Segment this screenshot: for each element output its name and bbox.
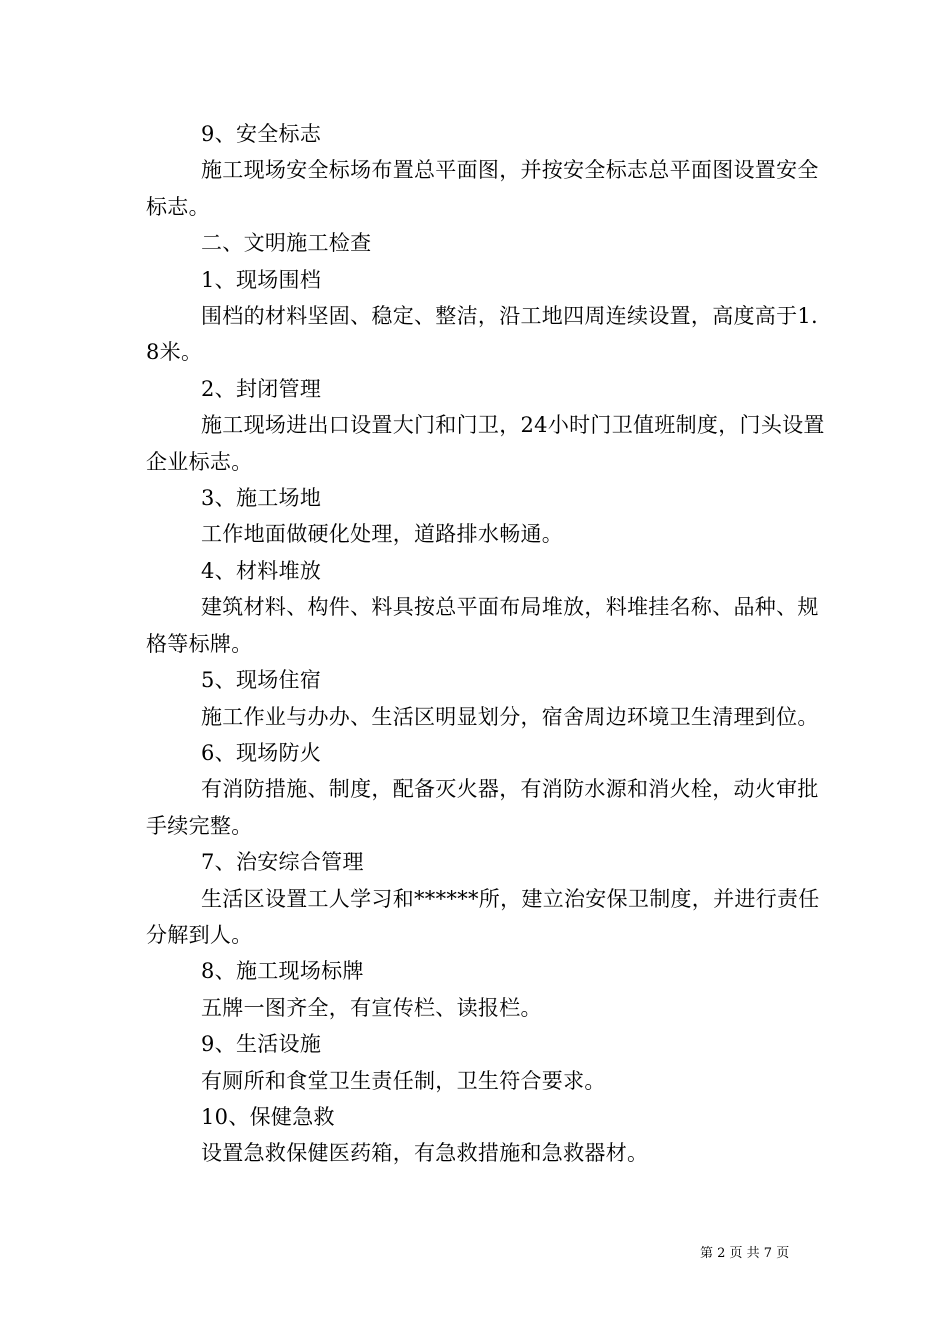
paragraph: 围档的材料坚固、稳定、整洁，沿工地四周连续设置，高度高于1.8米。 bbox=[146, 304, 819, 365]
paragraph: 1、现场围档 bbox=[201, 267, 322, 292]
paragraph: 五牌一图齐全，有宣传栏、读报栏。 bbox=[201, 995, 542, 1020]
paragraph: 施工现场进出口设置大门和门卫，24小时门卫值班制度，门头设置企业标志。 bbox=[146, 413, 825, 474]
paragraph: 10、保健急救 bbox=[201, 1104, 335, 1129]
paragraph: 3、施工场地 bbox=[201, 486, 322, 511]
paragraph: 设置急救保健医药箱，有急救措施和急救器材。 bbox=[201, 1141, 649, 1166]
paragraph: 建筑材料、构件、料具按总平面布局堆放，料堆挂名称、品种、规格等标牌。 bbox=[146, 595, 819, 656]
paragraph: 工作地面做硬化处理，道路排水畅通。 bbox=[201, 522, 564, 547]
paragraph: 9、生活设施 bbox=[201, 1032, 322, 1057]
paragraph: 2、封闭管理 bbox=[201, 376, 322, 401]
paragraph: 有厕所和食堂卫生责任制，卫生符合要求。 bbox=[201, 1068, 606, 1093]
paragraph: 6、现场防火 bbox=[201, 740, 322, 765]
paragraph: 7、治安综合管理 bbox=[201, 850, 364, 875]
paragraph: 施工现场安全标场布置总平面图，并按安全标志总平面图设置安全标志。 bbox=[146, 158, 819, 219]
paragraph: 二、文明施工检查 bbox=[201, 231, 372, 256]
page-number: 第 2 页 共 7 页 bbox=[700, 1246, 790, 1261]
paragraph: 有消防措施、制度，配备灭火器，有消防水源和消火栓，动火审批手续完整。 bbox=[146, 777, 819, 838]
document-body bbox=[146, 116, 826, 1172]
paragraph: 施工作业与办办、生活区明显划分，宿舍周边环境卫生清理到位。 bbox=[201, 704, 819, 729]
paragraph: 8、施工现场标牌 bbox=[201, 959, 364, 984]
paragraph: 5、现场住宿 bbox=[201, 668, 322, 693]
paragraph: 9、安全标志 bbox=[201, 122, 322, 146]
paragraph: 生活区设置工人学习和******所，建立治安保卫制度，并进行责任分解到人。 bbox=[146, 886, 820, 947]
paragraph: 4、材料堆放 bbox=[201, 558, 322, 583]
